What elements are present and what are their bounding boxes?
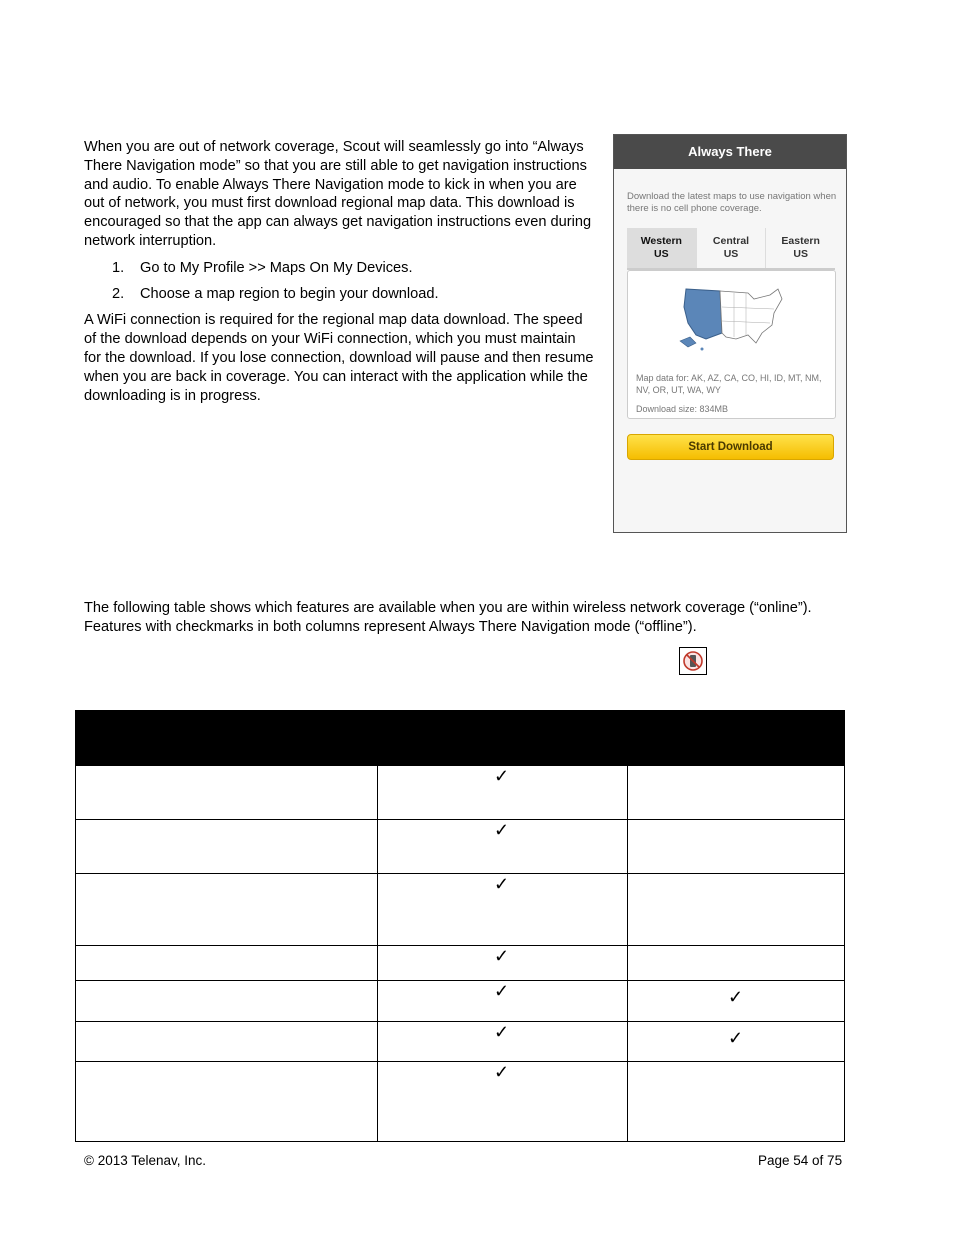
online-check: ✓ (494, 946, 510, 966)
footer-copyright: © 2013 Telenav, Inc. (84, 1153, 207, 1168)
region-map-panel (627, 270, 836, 419)
step-item: 1. Go to My Profile >> Maps On My Devices. (112, 259, 413, 276)
table-header-row (76, 711, 845, 766)
feature-cell (76, 1022, 378, 1062)
offline-check (728, 874, 844, 880)
online-check: ✓ (494, 874, 510, 894)
region-tabs (627, 228, 835, 270)
online-check: ✓ (494, 1062, 510, 1082)
table-row (76, 1022, 845, 1062)
map-data-states: Map data for: AK, AZ, CA, CO, HI, ID, MT, NM, NV, OR, UT, WA, WY (636, 373, 822, 395)
table-intro: The following table shows which features are available when you are within wireless network coverage (“online”). Features with checkmarks in both columns represent Always There Navigation mode (“offline”). (84, 600, 812, 635)
feature-table (75, 710, 845, 1142)
intro-text (84, 138, 596, 413)
online-check: ✓ (494, 820, 510, 840)
steps-list (84, 259, 596, 304)
feature-cell (76, 820, 378, 874)
online-check: ✓ (494, 1022, 510, 1042)
feature-cell (76, 946, 378, 981)
table-row (76, 766, 845, 820)
no-signal-icon (679, 647, 707, 675)
phone-screenshot (613, 134, 847, 533)
feature-cell (76, 981, 378, 1022)
online-check: ✓ (494, 766, 510, 786)
download-size: Download size: 834MB (636, 404, 729, 414)
phone-title: Always There (614, 135, 846, 169)
us-map-icon (678, 283, 788, 355)
offline-check (728, 820, 844, 826)
footer-page-number: Page 54 of 75 (758, 1153, 843, 1168)
feature-cell (76, 874, 378, 946)
intro-paragraph-2: A WiFi connection is required for the regional map data download. The speed of the download depends on your WiFi connection, which you must maintain for the download. If you lose connection, download will pause and then resume when you are back in coverage. You can interact with the application while the downloading is in progress. (84, 312, 594, 404)
step-item: 2. Choose a map region to begin your download. (112, 285, 439, 302)
table-row (76, 946, 845, 981)
feature-cell (76, 1062, 378, 1142)
table-row (76, 874, 845, 946)
table-row (76, 820, 845, 874)
intro-paragraph-1: When you are out of network coverage, Scout will seamlessly go into “Always There Navigation mode” so that you are still able to get navigation instructions and audio. To enable Always There Navigation mode to kick in when you are out of network, you must first download regional map data. This download is encouraged so that the app can always get navigation instructions even during network interruption. (84, 139, 592, 249)
tab-eastern-us[interactable]: Eastern US (781, 235, 820, 260)
table-row (76, 981, 845, 1022)
offline-check (728, 946, 844, 952)
table-header-cell (378, 711, 628, 766)
offline-check (728, 1062, 844, 1068)
start-download-button[interactable]: Start Download (627, 434, 834, 460)
table-header-cell (628, 711, 845, 766)
tab-central-us[interactable]: Central US (697, 228, 767, 268)
feature-cell (76, 766, 378, 820)
offline-check: ✓ (728, 987, 744, 1007)
tab-western-us[interactable]: Western US (627, 228, 697, 268)
offline-check (728, 766, 844, 772)
offline-check: ✓ (728, 1028, 744, 1048)
online-check: ✓ (494, 981, 510, 1001)
phone-description: Download the latest maps to use navigation when there is no cell phone coverage. (627, 191, 837, 214)
table-row (76, 1062, 845, 1142)
table-header-cell (76, 711, 378, 766)
